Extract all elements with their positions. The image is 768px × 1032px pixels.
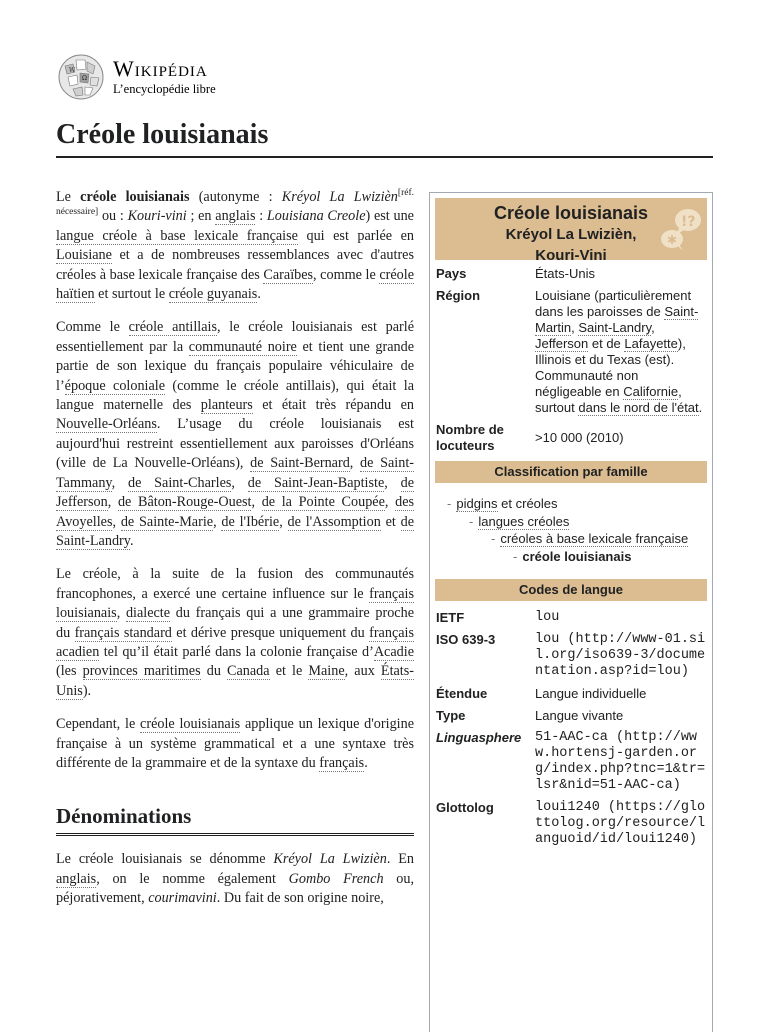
brand[interactable] <box>113 55 216 97</box>
link-creole-antillais[interactable]: créole antillais <box>128 319 217 336</box>
tree-level-1: - pidgins et créoles <box>447 496 558 511</box>
intro-paragraph-4: Cependant, le créole louisianais applique un lexique d'origine française à un système grammatical et a une syntaxe très différente de la grammaire et de la syntaxe du français. <box>56 716 414 771</box>
link-saint-jean-baptiste[interactable]: de Saint-Jean-Baptiste <box>247 474 385 491</box>
tree-level-3: - créoles à base lexicale française <box>491 531 689 546</box>
link-anglais-2[interactable]: anglais <box>56 870 97 887</box>
link-sainte-marie[interactable]: de Sainte-Marie <box>120 513 214 530</box>
link-lafayette[interactable]: Lafayette <box>624 336 678 351</box>
link-saint-tammany[interactable]: de Saint-Tammany <box>56 455 414 491</box>
link-francais-louisianais[interactable]: français louisianais <box>56 585 414 622</box>
link-avoyelles[interactable]: des Avoyelles <box>56 494 415 530</box>
link-langues-creoles[interactable]: langues créoles <box>478 513 570 529</box>
intro-paragraph-3: Le créole, à la suite de la fusion des communautés francophones, a exercé une certaine influence sur le français louisianais, dialecte du français qui a une grammaire proche du français standard et dérive presque uniquement du français acadien tel qu’il était parlé dans la colonie française d’Acadie (les provinces maritimes du Canada et le Maine, aux États-Unis). <box>56 566 415 699</box>
linguasphere-link[interactable]: 51-AAC-ca (http://www.hortensj-garden.org/index.php?tnc=1&tr=lsr&nid=51-AAC-ca) <box>535 730 706 793</box>
infobox-row-region: Région Louisiane (particulièrement dans les paroisses de Saint-Martin, Saint-Landry, Jefferson et de Lafayette), Illinois et du Texas (est). Communauté non négligeable en Californie, surtout dans le nord de l'état. <box>436 288 703 415</box>
link-nord-etat[interactable]: dans le nord de l'état <box>578 400 699 415</box>
iso-link[interactable]: lou (http://www-01.sil.org/iso639-3/documentation.asp?id=lou) <box>535 632 706 679</box>
link-francais-standard[interactable]: français standard <box>74 624 172 641</box>
link-creole-guyanais[interactable]: créole guyanais <box>168 286 258 303</box>
link-baton-rouge-ouest[interactable]: de Bâton-Rouge-Ouest <box>117 494 252 511</box>
code-row-type: Type Langue vivante <box>436 708 624 723</box>
link-anglais[interactable]: anglais <box>215 208 256 225</box>
link-jefferson[interactable]: de Jefferson <box>56 474 415 511</box>
infobox-title: Créole louisianais <box>493 203 649 223</box>
link-francais-acadien[interactable]: français acadien <box>56 624 415 660</box>
codes-heading: Codes de langue <box>435 579 707 601</box>
link-dialecte[interactable]: dialecte <box>125 605 171 622</box>
classification-heading: Classification par famille <box>435 461 707 483</box>
code-row-iso: ISO 639-3 lou (http://www-01.sil.org/iso639-3/documentation.asp?id=lou) <box>436 632 706 679</box>
tree-level-2: - langues créoles <box>469 513 570 529</box>
link-epoque-coloniale[interactable]: époque coloniale <box>64 377 166 394</box>
glottolog-link[interactable]: loui1240 (https://glottolog.org/resource/languoid/id/loui1240) <box>535 800 706 847</box>
link-pidgins[interactable]: pidgins <box>456 496 498 511</box>
infobox-row-locuteurs: Nombre de locuteurs >10 000 (2010) <box>436 422 624 453</box>
wordmark[interactable]: Wikipédia <box>113 55 208 81</box>
intro-paragraph-2: Comme le créole antillais, le créole louisianais est parlé essentiellement par la communauté noire et tient une grande partie de son lexique du français populaire véhiculaire de l’époque coloniale (comme le créole antillais), qui était la langue maternelle des planteurs et était très répandu en Nouvelle-Orléans. L’usage du créole louisianais est aujourd'hui restreint essentiellement aux paroisses d'Orléans (ville de La Nouvelle-Orléans), de Saint-Bernard, de Saint-Tammany, de Saint-Charles, de Saint-Jean-Baptiste, de Jefferson, de Bâton-Rouge-Ouest, de la Pointe Coupée, des Avoyelles, de Sainte-Marie, de l'Ibérie, de l'Assomption et de Saint-Landry. <box>56 319 415 549</box>
link-saint-martin[interactable]: Saint-Martin <box>535 304 699 335</box>
tree-level-4: - créole louisianais <box>513 548 632 564</box>
article-body <box>56 188 414 923</box>
link-etats-unis[interactable]: États-Unis <box>56 663 414 699</box>
svg-text:✱: ✱ <box>667 233 678 247</box>
link-creole-haitien[interactable]: créole haïtien <box>56 266 414 303</box>
classification-tree <box>435 489 707 569</box>
section-heading-denominations: Dénominations <box>56 803 414 836</box>
page-title: Créole louisianais <box>56 118 713 158</box>
link-iberie[interactable]: de l'Ibérie <box>221 513 280 530</box>
link-langue-creole[interactable]: langue créole à base lexicale française <box>56 227 298 244</box>
wikipedia-globe-icon[interactable] <box>55 52 107 102</box>
link-saint-charles[interactable]: de Saint-Charles <box>127 474 232 491</box>
link-saint-landry[interactable]: de Saint-Landry <box>56 513 415 549</box>
link-creoles-base-francaise[interactable]: créoles à base lexicale française <box>500 531 689 546</box>
link-canada[interactable]: Canada <box>227 663 270 680</box>
citation-needed[interactable]: [réf. nécessaire] <box>56 188 414 218</box>
link-saint-bernard[interactable]: de Saint-Bernard <box>250 455 350 472</box>
link-assomption[interactable]: de l'Assomption <box>287 513 381 530</box>
link-saint-landry-ib[interactable]: Saint-Landry <box>578 320 652 335</box>
infobox-subtitle-2: Kouri-Vini <box>535 247 607 264</box>
site-header <box>55 52 216 102</box>
infobox-header <box>435 198 707 264</box>
svg-text:!?: !? <box>681 214 696 230</box>
speech-bubbles-icon <box>657 205 705 255</box>
link-jefferson-ib[interactable]: Jefferson <box>535 336 589 351</box>
tagline: L’encyclopédie libre <box>113 81 216 96</box>
denominations-paragraph-1: Le créole louisianais se dénomme Kréyol La Lwizièn. En anglais, on le nomme également Gombo French ou, péjorativement, courimavini. Du fait de son origine noire, <box>56 851 414 907</box>
code-row-ietf: IETF lou <box>436 610 560 625</box>
infobox <box>429 192 713 1032</box>
link-louisiane[interactable]: Louisiane <box>56 247 112 264</box>
link-californie[interactable]: Californie <box>623 384 679 399</box>
link-provinces-maritimes[interactable]: provinces maritimes <box>82 663 201 680</box>
infobox-row-pays: Pays États-Unis <box>436 266 595 281</box>
link-maine[interactable]: Maine <box>308 663 345 680</box>
code-row-glottolog: Glottolog loui1240 (https://glottolog.org/resource/languoid/id/loui1240) <box>436 800 706 847</box>
link-caraibes[interactable]: Caraïbes <box>263 266 314 283</box>
intro-paragraph-1: Le créole louisianais (autonyme : Kréyol La Lwizièn[réf. nécessaire] ou : Kouri-vini ; en anglais : Louisiana Creole) est une langue créole à base lexicale française qui est parlée en Louisiane et a de nombreuses ressemblances avec d'autres créoles à base lexicale française des Caraïbes, comme le créole haïtien et surtout le créole guyanais. <box>56 188 414 303</box>
code-row-etendue: Étendue Langue individuelle <box>436 686 647 701</box>
link-pointe-coupee[interactable]: de la Pointe Coupée <box>261 494 385 511</box>
svg-text:Ω: Ω <box>82 75 87 82</box>
link-creole-louisianais[interactable]: créole louisianais <box>140 716 241 733</box>
link-planteurs[interactable]: planteurs <box>200 397 253 414</box>
svg-text:W: W <box>69 67 76 74</box>
link-communaute-noire[interactable]: communauté noire <box>188 338 297 355</box>
code-row-linguasphere: Linguasphere 51-AAC-ca (http://www.hortensj-garden.org/index.php?tnc=1&tr=lsr&nid=51-AAC-ca) <box>436 730 706 793</box>
infobox-subtitle-1: Kréyol La Lwizièn, <box>505 226 637 243</box>
link-nouvelle-orleans[interactable]: Nouvelle-Orléans <box>56 416 157 433</box>
link-francais[interactable]: français <box>319 754 365 771</box>
link-acadie[interactable]: Acadie <box>373 643 414 660</box>
